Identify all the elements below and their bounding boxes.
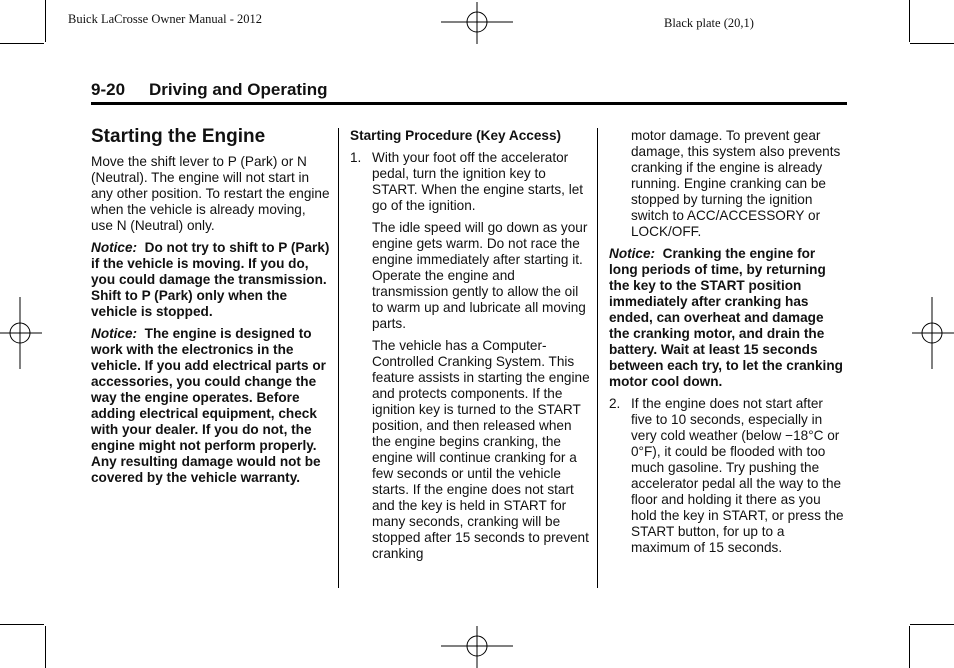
column-3 xyxy=(609,128,847,562)
notice-text: The engine is designed to work with the electronics in the vehicle. If you add electrical parts or accessories, you could change the way the engine operates. Before adding electrical equipment, check with your dealer. If you do not, the engine might not perform properly. Any resulting damage would not be covered by the vehicle warranty. xyxy=(91,326,326,485)
column-2 xyxy=(350,128,590,568)
cranking-paragraph-continued: motor damage. To prevent gear damage, this system also prevents cranking if the engine is already running. Engine cranking can be stopped by turning the ignition switch to ACC/ACCESSORY or LOCK/OFF. xyxy=(631,128,841,239)
crop-mark xyxy=(0,43,44,44)
print-header-plate: Black plate (20,1) xyxy=(664,16,754,30)
cranking-paragraph: The vehicle has a Computer-Controlled Cranking System. This feature assists in starting the engine and protects components. If the ignition key is turned to the START position, and then released when the engine begins cranking, the engine will continue cranking for a few seconds or until the vehicle starts. If the engine does not start and the key is held in START for many seconds, cranking will be stopped after 15 seconds to prevent cranking xyxy=(372,338,590,561)
step-number: 2. xyxy=(609,396,621,411)
crop-mark xyxy=(909,626,910,668)
idle-paragraph: The idle speed will go down as your engine gets warm. Do not race the engine immediately after starting it. Operate the engine and transmission gently to allow the oil to warm up and lubricate all moving parts. xyxy=(372,220,588,331)
crop-mark xyxy=(910,624,954,625)
notice-electronics xyxy=(91,326,331,486)
registration-mark-icon xyxy=(0,297,42,369)
step-text: If the engine does not start after five to 10 seconds, especially in very cold weather (below −18°C or 0°F), it could be flooded with too much gasoline. Try pushing the accelerator pedal all the way to the floor and holding it there as you hold the key in START, or press the START button, for up to a maximum of 15 seconds. xyxy=(631,396,844,555)
crop-mark xyxy=(45,0,46,42)
notice-label: Notice: xyxy=(91,326,138,341)
crop-mark xyxy=(45,626,46,668)
crop-mark xyxy=(910,43,954,44)
section-title: Driving and Operating xyxy=(149,80,328,99)
registration-mark-icon xyxy=(912,297,954,369)
notice-label: Notice: xyxy=(609,246,656,261)
step-number: 1. xyxy=(350,150,362,165)
page-title: Starting the Engine xyxy=(91,126,266,147)
notice-cranking xyxy=(609,246,847,390)
procedure-subheading: Starting Procedure (Key Access) xyxy=(350,128,562,143)
notice-park xyxy=(91,240,331,320)
column-1 xyxy=(91,126,331,492)
page-number: 9-20 xyxy=(91,80,126,99)
section-rule xyxy=(91,102,847,105)
crop-mark xyxy=(0,624,44,625)
notice-text: Cranking the engine for long periods of time, by returning the key to the START position immediately after cranking has ended, can overheat and damage the cranking motor, and drain the battery. Wait at least 15 seconds between each try, to let the cranking motor cool down. xyxy=(609,246,843,389)
step-text: With your foot off the accelerator pedal, turn the ignition key to START. When the engine starts, let go of the ignition. xyxy=(372,150,584,213)
registration-mark-icon xyxy=(441,2,513,44)
intro-paragraph: Move the shift lever to P (Park) or N (Neutral). The engine will not start in any other position. To restart the engine when the vehicle is already moving, use N (Neutral) only. xyxy=(91,154,330,233)
procedure-step xyxy=(350,150,590,214)
column-divider xyxy=(338,128,339,588)
print-header-title: Buick LaCrosse Owner Manual - 2012 xyxy=(68,12,263,26)
registration-mark-icon xyxy=(441,626,513,668)
notice-label: Notice: xyxy=(91,240,138,255)
procedure-step xyxy=(609,396,847,556)
notice-text: Do not try to shift to P (Park) if the vehicle is moving. If you do, you could damage the transmission. Shift to P (Park) only when the vehicle is stopped. xyxy=(91,240,330,319)
column-divider xyxy=(597,128,598,588)
section-header xyxy=(91,80,328,100)
crop-mark xyxy=(909,0,910,42)
